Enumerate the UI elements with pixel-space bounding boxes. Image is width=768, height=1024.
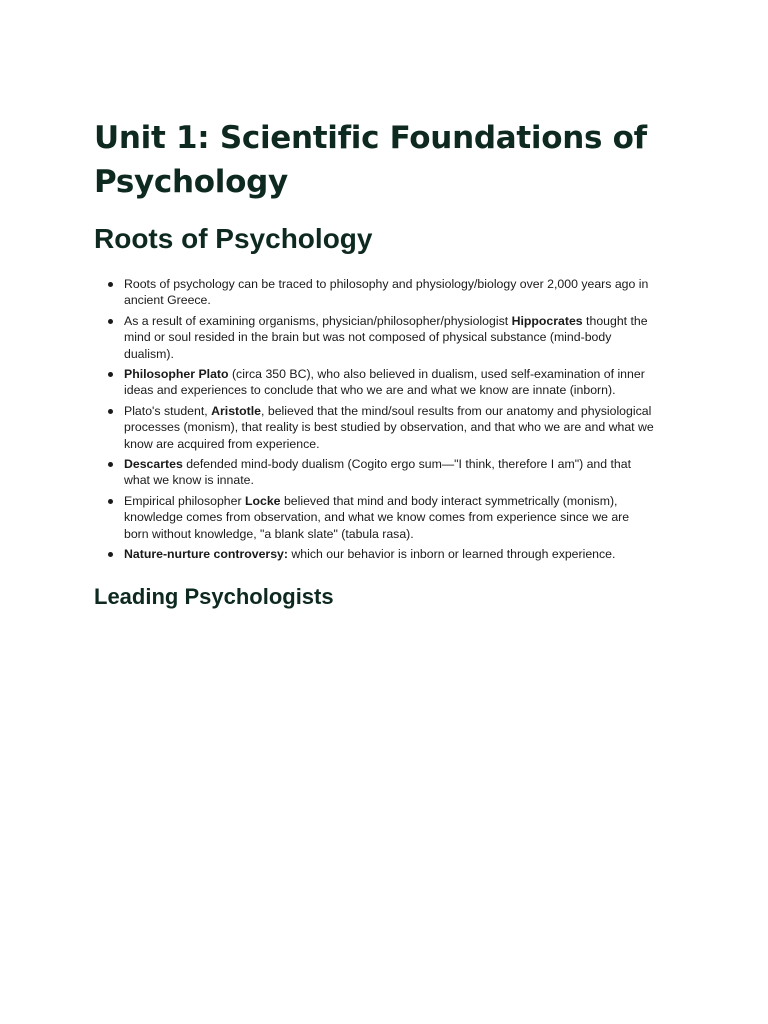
bullet-text: , believed that the mind/soul results from our anatomy and physiological processes (monism), that reality is best studied by observation, and that who we are and what we know are acquired from experience. bbox=[124, 403, 654, 451]
section-title-roots-of-psychology: Roots of Psychology bbox=[94, 223, 373, 254]
bullet-bold-term: Descartes bbox=[124, 457, 183, 472]
list-item bbox=[94, 456, 654, 489]
bullet-text: believed that mind and body interact symmetrically (monism), knowledge comes from observation, and what we know comes from experience since we are born without knowledge, "a blank slate" (tabula rasa). bbox=[124, 493, 630, 541]
list-item bbox=[94, 313, 654, 362]
list-item bbox=[94, 276, 654, 309]
list-item bbox=[94, 366, 654, 399]
bullet-text: Roots of psychology can be traced to philosophy and physiology/biology over 2,000 years ago in ancient Greece. bbox=[124, 277, 649, 308]
bullet-dot-icon bbox=[108, 282, 113, 287]
list-item bbox=[94, 546, 654, 562]
bullet-bold-term: Locke bbox=[244, 493, 281, 508]
bullet-dot-icon bbox=[108, 552, 113, 557]
bullet-text: defended mind-body dualism (Cogito ergo sum—"I think, therefore I am") and that what we know is innate. bbox=[124, 457, 632, 488]
bullet-text: Empirical philosopher bbox=[124, 493, 245, 508]
bullet-bold-term: Nature-nurture controversy: bbox=[124, 547, 288, 562]
bullet-dot-icon bbox=[108, 372, 113, 377]
bullet-text: thought the mind or soul resided in the brain but was not composed of physical substance (mind-body dualism). bbox=[124, 313, 648, 361]
bullet-dot-icon bbox=[108, 499, 113, 504]
bullet-text: (circa 350 BC), who also believed in dualism, used self-examination of inner ideas and experiences to conclude that who we are and what we know are innate (inborn). bbox=[124, 367, 645, 398]
bullet-text: Plato's student, bbox=[124, 403, 212, 418]
bullet-dot-icon bbox=[108, 462, 113, 467]
list-item bbox=[94, 493, 654, 542]
bullet-text: which our behavior is inborn or learned through experience. bbox=[288, 547, 616, 562]
bullet-bold-term: Aristotle bbox=[211, 403, 262, 418]
document-page bbox=[94, 116, 654, 611]
bullet-dot-icon bbox=[108, 319, 113, 324]
bullet-list bbox=[94, 276, 654, 563]
bullet-bold-term: Philosopher Plato bbox=[124, 367, 229, 382]
bullet-text: As a result of examining organisms, physician/philosopher/physiologist bbox=[124, 313, 512, 328]
section-title-leading-psychologists: Leading Psychologists bbox=[94, 583, 334, 609]
list-item bbox=[94, 403, 654, 452]
bullet-dot-icon bbox=[108, 409, 113, 414]
unit-title: Unit 1: Scientific Foundations of Psychology bbox=[94, 120, 647, 200]
bullet-bold-term: Hippocrates bbox=[511, 313, 583, 328]
